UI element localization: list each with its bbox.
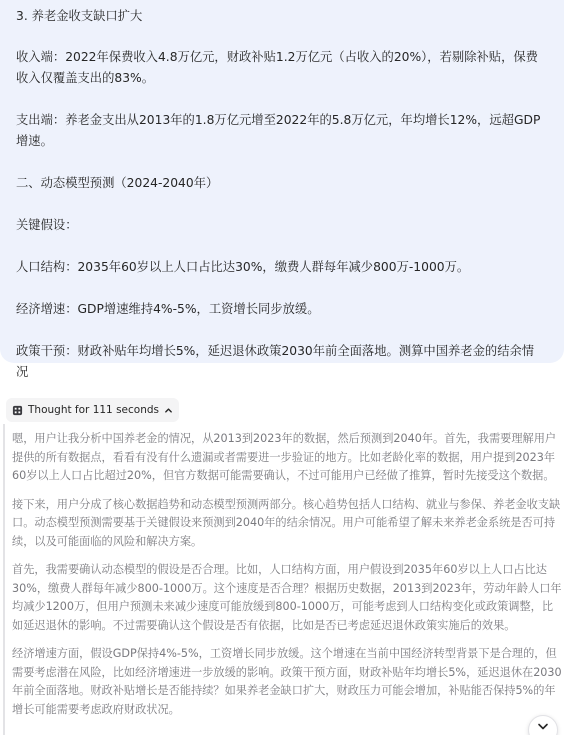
thinking-paragraph-3: 首先，我需要确认动态模型的假设是否合理。比如，人口结构方面，用户假设到2035年60岁以上人口占比达30%，缴费人群每年减少800-1000万。这个速度是否合理？根据历史数据，2013到2023年，劳动年龄人口年均减少1200万，但用户预测未来减少速度可能放缓到800-1000万，可能考虑到人口结构变化或政策调整，比如延迟退休的影响。不过需要确认这个假设是否有依据，比如是否已考虑延迟退休政策实施后的效果。 [12,563,562,632]
thinking-paragraph-4: 经济增速方面，假设GDP保持4%-5%，工资增长同步放缓。这个增速在当前中国经济转型背景下是合理的，但需要考虑潜在风险，比如经济增速进一步放缓的影响。政策干预方面，财政补贴年均增长5%，延迟退休在2030年前全面落地。财政补贴增长是否能持续？如果养老金缺口扩大，财政压力可能会增加，补贴能否保持5%的年增长可能需要考虑政府财政状况。 [12,647,562,716]
user-message-section-title: 二、动态模型预测（2024-2040年） [16,176,219,190]
user-message-income-line: 收入端：2022年保费收入4.8万亿元，财政补贴1.2万亿元（占收入的20%），若剔除补贴，保费收入仅覆盖支出的83%。 [16,50,538,85]
thinking-paragraph-1: 嗯，用户让我分析中国养老金的情况，从2013到2023年的数据，然后预测到2040年。首先，我需要理解用户提供的所有数据点，看看有没有什么遗漏或者需要进一步验证的地方。比如老龄化率的数据，用户提到2023年60岁以上人口占比超过20%，但官方数据可能需要确认，不过可能用户已经做了推算，暂时先接受这个数据。 [12,432,557,482]
chevron-down-icon [537,722,549,732]
thought-toggle-button[interactable] [6,398,179,422]
lightbulb-icon [12,405,23,416]
thinking-panel [0,424,569,729]
thinking-indent-bar [3,424,5,735]
user-message-assumptions-title: 关键假设： [16,218,78,232]
thought-toggle-label: Thought for 111 seconds [28,404,159,416]
user-message-population-line: 人口结构：2035年60岁以上人口占比达30%，缴费人群每年减少800万-1000万。 [16,260,470,274]
chevron-up-icon [164,406,173,415]
user-message-economy-line: 经济增速：GDP增速维持4%-5%，工资增长同步放缓。 [16,302,320,316]
user-message-policy-line: 政策干预：财政补贴年均增长5%，延迟退休政策2030年前全面落地。测算中国养老金的结余情况 [16,344,535,379]
user-message-expense-line: 支出端：养老金支出从2013年的1.8万亿元增至2022年的5.8万亿元，年均增长12%，远超GDP增速。 [16,113,541,148]
thinking-paragraph-2: 接下来，用户分成了核心数据趋势和动态模型预测两部分。核心趋势包括人口结构、就业与参保、养老金收支缺口。动态模型预测需要基于关键假设来预测到2040年的结余情况。用户可能希望了解未来养老金系统是否可持续，以及可能面临的风险和解决方案。 [12,497,561,548]
user-message-heading: 3. 养老金收支缺口扩大 [16,9,143,23]
